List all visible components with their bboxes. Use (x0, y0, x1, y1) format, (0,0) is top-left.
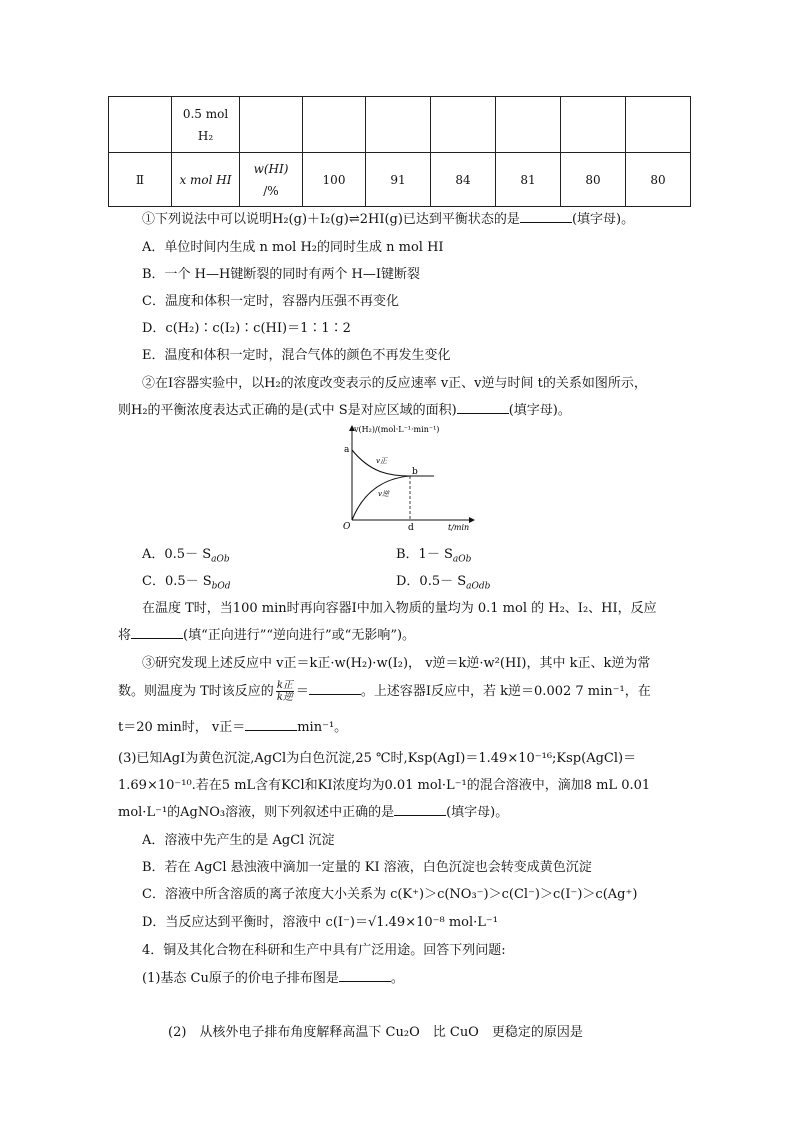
option-text: A．0.5－ S (142, 547, 212, 562)
answer-blank[interactable] (520, 210, 572, 223)
answer-blank[interactable] (245, 718, 297, 731)
v-reverse-label: v逆 (378, 490, 389, 498)
table-cell (626, 97, 691, 153)
option-text: D．0.5－ S (396, 574, 467, 589)
table-cell (303, 97, 366, 153)
q3-line2 (118, 680, 651, 703)
table-cell (431, 97, 496, 153)
q2b-line1: 在温度 T时，当100 min时再向容器Ⅰ中加入物质的量均为 0.1 mol 的 H₂、I₂、HI，反应 (142, 601, 657, 616)
q3-line1: ③研究发现上述反应中 v正＝k正·w(H₂)·w(I₂)， v逆＝k逆·w²(HI)，其中 k正、k逆为常 (142, 656, 651, 671)
question-text: mol·L⁻¹的AgNO₃溶液，则下列叙述中正确的是 (118, 805, 395, 820)
question-text: 。上述容器Ⅰ反应中，若 k逆＝0.002 7 min⁻¹，在 (360, 684, 651, 699)
q4-option-b: B．若在 AgCl 悬浊液中滴加一定量的 KI 溶液，白色沉淀也会转变成黄色沉淀 (142, 860, 592, 875)
table-cell (496, 97, 561, 153)
q2-option-a (142, 543, 230, 565)
answer-blank[interactable] (394, 803, 446, 816)
question-2-line2 (118, 399, 571, 418)
answer-blank[interactable] (309, 682, 361, 695)
question-hint: (填字母)。 (446, 805, 509, 820)
fraction-numerator: k正 (276, 680, 293, 691)
table-cell (561, 97, 626, 153)
x-axis-label: t/min (448, 523, 470, 532)
q5-line2 (142, 967, 404, 986)
question-text: 数。则温度为 T时该反应的 (118, 684, 274, 699)
data-table (108, 96, 691, 207)
answer-blank[interactable] (131, 626, 183, 639)
q4-line3 (118, 801, 508, 820)
origin-label: O (343, 522, 351, 532)
option-subscript: aOdb (466, 581, 491, 592)
point-d-label: d (408, 523, 414, 533)
table-cell-text: /% (263, 183, 279, 198)
table-cell: 81 (496, 153, 561, 207)
question-text: 。 (390, 971, 404, 986)
q4-option-c: C．溶液中所含溶质的离子浓度大小关系为 c(K⁺)＞c(NO₃⁻)＞c(Cl⁻)＞c(I⁻)＞c(Ag⁺) (142, 887, 638, 902)
option-text: B．1－ S (396, 547, 453, 562)
question-hint: (填“正向进行”“逆向进行”或“无影响”)。 (183, 628, 416, 643)
table-cell: 80 (626, 153, 691, 207)
question-text: t＝20 min时， v正＝ (118, 720, 246, 735)
q4-option-a: A．溶液中先产生的是 AgCl 沉淀 (142, 833, 335, 848)
table-cell: 100 (303, 153, 366, 207)
q2-option-c (142, 570, 231, 592)
fraction-denominator: k逆 (276, 692, 293, 703)
option-subscript: aOb (452, 554, 472, 565)
option-e: E．温度和体积一定时，混合气体的颜色不再发生变化 (142, 348, 451, 363)
q4-line1: (3)已知AgI为黄色沉淀,AgCl为白色沉淀,25 ℃时,Ksp(AgI)＝1.49×10⁻¹⁶;Ksp(AgCl)＝ (118, 751, 637, 766)
table-cell (366, 97, 431, 153)
k-ratio-fraction (276, 680, 294, 703)
table-cell-text: H₂ (197, 128, 214, 143)
question-hint: (填字母)。 (571, 212, 635, 227)
question-hint: (填字母)。 (508, 403, 571, 418)
q2-option-d (396, 570, 490, 592)
answer-blank[interactable] (457, 401, 509, 414)
question-text: ＝ (295, 684, 309, 699)
table-cell-text: 0.5 mol (182, 106, 229, 121)
question-2-line1: ②在Ⅰ容器实验中，以H₂的浓度改变表示的反应速率 v正、v逆与时间 t的关系如图所示， (142, 376, 647, 391)
option-b: B．一个 H—H键断裂的同时有两个 H—I键断裂 (142, 267, 420, 282)
y-axis-label: v(H₂)/(mol·L⁻¹·min⁻¹) (354, 425, 440, 434)
table-cell (172, 97, 240, 153)
point-b-label: b (412, 467, 418, 477)
option-text: C．0.5－ S (142, 574, 212, 589)
question-text: 则H₂的平衡浓度表达式正确的是(式中 S是对应区域的面积) (118, 403, 457, 418)
option-subscript: bOd (211, 581, 231, 592)
reverse-rate-curve (352, 476, 410, 520)
q4-option-d: D．当反应达到平衡时，溶液中 c(I⁻)＝√1.49×10⁻⁸ mol·L⁻¹ (142, 915, 498, 930)
question-text: (1)基态 Cu原子的价电子排布图是 (142, 971, 339, 986)
table-cell (109, 97, 172, 153)
q5-line1: 4．铜及其化合物在科研和生产中具有广泛用途。回答下列问题: (142, 943, 506, 958)
forward-rate-curve (352, 450, 434, 476)
question-text: ①下列说法中可以说明H₂(g)＋I₂(g)⇌2HI(g)已达到平衡状态的是 (142, 212, 520, 227)
option-subscript: aOb (211, 554, 230, 565)
q2b-line2 (118, 624, 415, 643)
table-cell: 91 (366, 153, 431, 207)
option-a: A．单位时间内生成 n mol H₂的同时生成 n mol HI (142, 240, 444, 255)
table-cell: 84 (431, 153, 496, 207)
table-cell: x mol HI (172, 153, 240, 207)
q4-line2: 1.69×10⁻¹⁰.若在5 mL含有KCl和KI浓度均为0.01 mol·L⁻¹的混合溶液中，滴加8 mL 0.01 (118, 778, 651, 793)
question-text: 将 (118, 628, 132, 643)
q2-option-b (396, 543, 471, 565)
option-c: C．温度和体积一定时，容器内压强不再变化 (142, 294, 399, 309)
question-text: min⁻¹。 (297, 720, 348, 735)
table-cell (240, 153, 303, 207)
table-cell (240, 97, 303, 153)
question-1-stem (142, 208, 634, 227)
answer-blank[interactable] (339, 969, 391, 982)
v-forward-label: v正 (376, 457, 387, 465)
table-cell: Ⅱ (109, 153, 172, 207)
q5-line3: (2) 从核外电子排布角度解释高温下 Cu₂O 比 CuO 更稳定的原因是 (168, 1025, 583, 1040)
table-cell: 80 (561, 153, 626, 207)
q3-line3 (118, 716, 347, 735)
point-a-label: a (344, 445, 350, 455)
option-d: D．c(H₂)∶c(I₂)∶c(HI)＝1∶1∶2 (142, 321, 351, 336)
table-cell-text: w(HI) (253, 161, 289, 176)
rate-time-graph (330, 420, 480, 535)
